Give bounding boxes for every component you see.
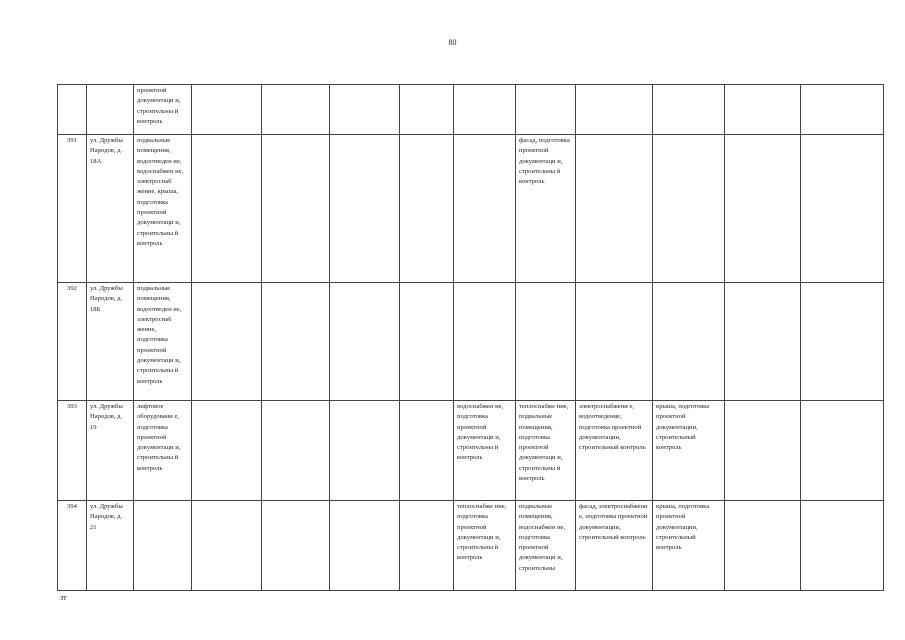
table-row <box>58 135 884 283</box>
table-row <box>58 501 884 591</box>
table-row <box>58 283 884 401</box>
empty-cell <box>330 85 400 135</box>
work-cell <box>653 85 725 135</box>
work-cell: лифтовое оборудовани е, подготовка проектной документаци и, строительны й контроль <box>134 401 192 501</box>
empty-cell <box>192 401 262 501</box>
empty-cell <box>192 85 262 135</box>
empty-cell <box>262 283 330 401</box>
work-cell: проектной документаци и, строительны й контроль <box>134 85 192 135</box>
work-cell: фасад, подготовка проектной документаци и, строительны й контроль <box>516 135 576 283</box>
row-number: 394 <box>58 501 87 591</box>
address-cell: ул. Дружбы Народов, д. 19 <box>87 401 134 501</box>
empty-cell <box>400 135 454 283</box>
row-number: 391 <box>58 135 87 283</box>
table-row <box>58 401 884 501</box>
empty-cell <box>192 283 262 401</box>
address-cell: ул. Дружбы Народов, д. 21 <box>87 501 134 591</box>
empty-cell <box>400 501 454 591</box>
empty-cell <box>801 401 884 501</box>
empty-cell <box>192 501 262 591</box>
work-cell: фасад, электроснабжени е, подготовка проектной документации, строительный контроль <box>576 501 653 591</box>
empty-cell <box>725 501 801 591</box>
work-cell: подвальные помещения, водоотведен ие, электроснаб жение, подготовка проектной документаци и, строительны й контроль <box>134 283 192 401</box>
empty-cell <box>330 283 400 401</box>
schedule-table <box>57 84 884 591</box>
empty-cell <box>725 135 801 283</box>
empty-cell <box>725 85 801 135</box>
work-cell <box>454 135 516 283</box>
empty-cell <box>725 283 801 401</box>
empty-cell <box>262 135 330 283</box>
work-cell <box>576 85 653 135</box>
work-cell: крыша, подготовка проектной документации, строительный контроль <box>653 401 725 501</box>
empty-cell <box>801 501 884 591</box>
empty-cell <box>262 501 330 591</box>
row-number <box>58 85 87 135</box>
work-cell <box>576 283 653 401</box>
empty-cell <box>801 85 884 135</box>
work-cell <box>653 283 725 401</box>
empty-cell <box>262 85 330 135</box>
work-cell <box>653 135 725 283</box>
empty-cell <box>330 401 400 501</box>
empty-cell <box>400 401 454 501</box>
empty-cell <box>330 135 400 283</box>
work-cell: крыша, подготовка проектной документации, строительный контроль <box>653 501 725 591</box>
empty-cell <box>801 135 884 283</box>
empty-cell <box>400 283 454 401</box>
work-cell <box>516 283 576 401</box>
table-row <box>58 85 884 135</box>
empty-cell <box>725 401 801 501</box>
work-cell: теплоснабже ние, подготовка проектной документаци и, строительны й контроль <box>454 501 516 591</box>
empty-cell <box>801 283 884 401</box>
empty-cell <box>330 501 400 591</box>
work-cell: электроснабжени е, водоотведение, подготовка проектной документации, строительный контроль <box>576 401 653 501</box>
footer-text: зт <box>60 593 67 602</box>
work-cell <box>516 85 576 135</box>
address-cell: ул. Дружбы Народов, д. 18А <box>87 135 134 283</box>
work-cell <box>454 283 516 401</box>
empty-cell <box>262 401 330 501</box>
row-number: 393 <box>58 401 87 501</box>
row-number: 392 <box>58 283 87 401</box>
work-cell <box>454 85 516 135</box>
work-cell: водоснабжен ие, подготовка проектной документаци и, строительны й контроль <box>454 401 516 501</box>
work-cell: подвальные помещения, водоотведен ие, водоснабжен ие, электроснаб жение, крыша, подготовка проектной документаци и, строительны й контроль <box>134 135 192 283</box>
empty-cell <box>192 135 262 283</box>
work-cell <box>134 501 192 591</box>
page-number: 80 <box>448 38 457 47</box>
empty-cell <box>400 85 454 135</box>
work-cell <box>576 135 653 283</box>
work-cell: теплоснабже ние, подвальные помещения, подготовка проектной документаци и, строительны й контроль <box>516 401 576 501</box>
work-cell: подвальные помещения, водоснабжен ие, подготовка проектной документаци и, строительны <box>516 501 576 591</box>
address-cell: ул. Дружбы Народов, д. 18Б <box>87 283 134 401</box>
address-cell <box>87 85 134 135</box>
